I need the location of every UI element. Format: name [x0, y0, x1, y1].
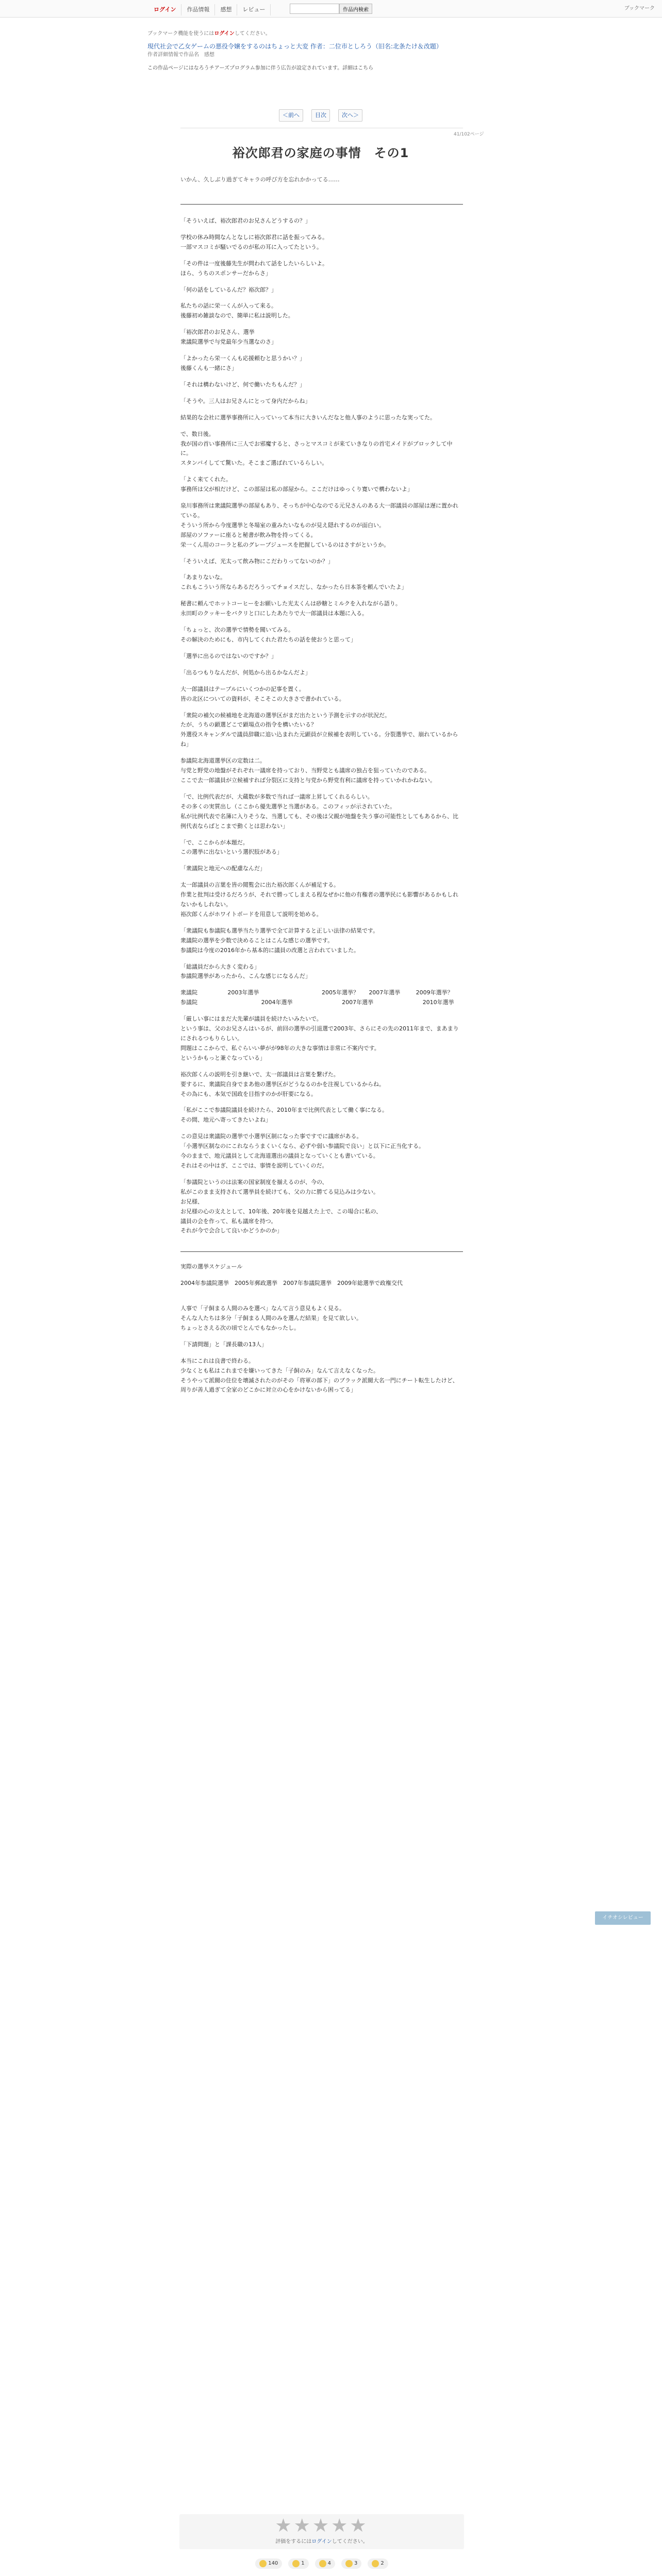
rating-message: [179, 2538, 464, 2546]
reaction-button[interactable]: [288, 2558, 308, 2569]
page-counter: 41/102ページ: [454, 132, 484, 137]
login-note-link[interactable]: ログイン: [214, 31, 235, 37]
election-cell: 2007年選挙: [369, 989, 401, 996]
rating-login-link[interactable]: ログイン: [311, 2539, 332, 2545]
body-paragraphs-2: [180, 1014, 463, 1236]
election-cell: [221, 998, 261, 1008]
login-note: [147, 30, 494, 38]
rating-box: [179, 2514, 464, 2549]
reaction-count: 140: [268, 2561, 278, 2566]
reaction-button[interactable]: [341, 2558, 361, 2569]
afterword-2: 「下請問題」と「課長職の13人」: [180, 1341, 267, 1348]
election-cell: 2004年選挙: [261, 999, 293, 1006]
body-paragraph: 「よかったら栄一くんも応援頼むと思うかい？」 後藤くんも一緒にさ」: [180, 355, 305, 371]
rating-msg-post: してください。: [332, 2539, 368, 2545]
laugh-icon: [319, 2560, 326, 2567]
body-paragraph: 「そういえば、裕次郎君のお兄さんどうするの？」: [180, 217, 311, 224]
reaction-button[interactable]: [255, 2558, 282, 2569]
login-note-tail: してください。: [234, 31, 271, 37]
reaction-button[interactable]: [368, 2558, 388, 2569]
schedule-text: 2004年参議院選挙 2005年郵政選挙 2007年参議院選挙 2009年総選挙で政権交代: [180, 1280, 403, 1287]
body-paragraph: 参議院北海道選挙区の定数は二。 与党と野党の地盤がそれぞれ一議席を持っており、当野党とも議席の独占を狙っていたのである。 ここで去一郎議員が立候補すれば分裂区に支持と与党から野党有利に議席を持っていかれかねない。: [180, 757, 436, 784]
search-button[interactable]: 作品内検索: [339, 4, 372, 14]
body-paragraph: 「選挙に出るのではないのですか？」: [180, 652, 277, 659]
body-paragraph: 私たちの話に栄一くんが入って来る。 後藤初め雑談なので、簡単に私は説明した。: [180, 302, 294, 319]
bookmark-link[interactable]: ブックマーク: [624, 6, 655, 11]
ad-note: この作品ページにはなろうチアーズプログラム参加に伴う広告が設定されています。詳細はこちら: [147, 65, 374, 71]
election-cell: [275, 988, 322, 998]
election-cell: 参議院: [180, 999, 197, 1006]
body-paragraph: 大一郎議員はテーブルにいくつかの記事を置く。 皆の北区についての資料が、そこそこの大きさで書かれている。: [180, 685, 345, 702]
recommend-review-button[interactable]: イチオシレビュー: [595, 1911, 651, 1925]
search-input[interactable]: [290, 4, 339, 14]
rating-msg-pre: 評価をするには: [275, 2539, 312, 2545]
body-paragraph: 太一郎議員の言葉を皆の閲覧会に出た裕次郎くんが補足する。 作業と批判は受けるだろうが、それで勝ってしまえる程なぜかに他の有権者の選挙民にも影響があるかもしれないかもしれない。 裕次郎くんがホワイトボードを用意して説明を始める。: [180, 882, 458, 918]
nav-work-info[interactable]: 作品情報: [181, 4, 215, 15]
top-nav-items: [148, 4, 271, 15]
body-paragraph: この意見は衆議院の選挙で小選挙区制になった事ですでに議席がある。 「小選挙区制なのにこれならうまくいくなら、必ずや弱い参議院で良い」と以下に正当化する。 今のままで、地元議員として北海道選出の議員となっていくとも書いている。 それはその中はぎ、ここでは、事情を説明していくのだ。: [180, 1133, 424, 1169]
login-link[interactable]: ログイン: [148, 4, 181, 15]
body-paragraph: 「総議員だから大きく変わる」 参議院選挙があったから、こんな感じになるんだ」: [180, 963, 311, 980]
election-row-upper: [180, 998, 463, 1008]
surprised-icon: [345, 2560, 353, 2567]
next-chapter-link[interactable]: 次へ＞: [338, 109, 362, 122]
reaction-button[interactable]: [315, 2558, 335, 2569]
body-paragraph: 「衆議院も参議院も選挙当たり選挙で全て計算すると正しい法律の結果です。 衆議院の選挙を少数で決めることはこんな感じの選挙です。 参議院は今度の2016年から基本的に議員の改選と言われていました。: [180, 927, 379, 954]
body-paragraph: 「そうや。三人はお兄さんにとって身内だからね」: [180, 397, 311, 404]
body-paragraph: 「私がここで参議院議員を続けたら、2010年まで比例代表として働く事になる。 その間、地元へ寄ってきたいよね」: [180, 1107, 388, 1124]
top-navigation-bar: [0, 0, 662, 18]
election-cell: [382, 998, 422, 1008]
afterword-1: 人事で「子飼まる人間のみを選べ」なんて言う意見もよく見る。 そんな人たちは多分「子飼まる人間のみを選んだ結果」を見て欲しい。 ちょっとさえる次の頃でとんでもなかったし。: [180, 1305, 362, 1331]
body-paragraph: 「それは構わないけど、何で働いたちもんだ？」: [180, 381, 305, 388]
nav-reviews[interactable]: レビュー: [237, 4, 271, 15]
body-paragraph: 裕次郎くんの説明を引き継いで、太一郎議員は言葉を繋げた。 要するに、衆議院自身でまあ他の選挙区がどうなるのかを注視しているからね。 その為にも、本気で国政を目指すのかが肝要になる。: [180, 1071, 385, 1097]
rating-stars[interactable]: ★★★★★: [275, 2515, 369, 2536]
election-cell: 2007年選挙: [342, 999, 374, 1006]
body-paragraph: 「で、比例代表だが、大蔵数が多数で当れば一議席上昇してくれるらしい。 その多くの実質出し（ここから優先選挙と当選がある。このフィッが示されていた。 私が比例代表で名簿に入りそうな、当選しても、その後は父親が地盤を失う事の可能性としてもあるから、比例代表ならばとこまで動くとは思わない」: [180, 793, 458, 829]
election-cell: 2010年選挙: [422, 999, 454, 1006]
chapter-pager-top: [147, 109, 494, 122]
toc-link[interactable]: 目次: [311, 109, 330, 122]
election-cell: 2005年選挙？: [321, 989, 359, 996]
prev-chapter-link[interactable]: ＜前へ: [279, 109, 303, 122]
body-paragraph: 「ちょっと、次の選挙で情勢を聞いてみる。 その解決のためにも、市内してくれた君たちの話を使おうと思って」: [180, 626, 356, 643]
body-paragraph: で、数日後。 我が国の首い事務所に三人でお邪魔すると、さっとマスコミが来ていきなりの首宅メイドがブロックして中に。 スタンバイしてて驚いた。そこまご選ばれているらしい。: [180, 430, 453, 467]
preface: いかん、久しぶり過ぎてキャラの呼び方を忘れかかってる……: [180, 176, 340, 183]
body-paragraph: 秘書に頼んでホットコーヒーをお願いした光太くんは砂糖とミルクを入れながら語り。 永田町のクッキーをバクリと口にしたあたりで大一郎議員は本題に入る。: [180, 600, 401, 617]
body-paragraphs: [180, 216, 463, 981]
body-paragraph: 「参議院というのは法案の国家制度を揃えるのが、今の、 私がこのまま支持されて選挙員を続けても、父の力に勝てる見込みは少ない。 お兄様、 お兄様の心の支えとして、10年後、20年後を見越えた上で、この場合に私の、 議員の会を作って、私も議席を持つ。 それが今で会合して良いかどうかのか」: [180, 1178, 382, 1234]
reaction-count: 1: [301, 2561, 305, 2566]
election-cell: 2009年選挙？: [416, 989, 453, 996]
novel-header: [147, 30, 494, 73]
body-paragraph: 「厳しい事にはまだ大先輩が議員を続けたいみたいで。 という事は、父のお兄さんはいるが、前回の選挙の引退選で2003年、さらにその先の2011年まで、まあまりにされるつもりらしい。 問題はここからで、私ぐらいい夢がが98年の大きな事情は非常に不案内です。 というかもっと兼ぐなっている」: [180, 1015, 459, 1061]
election-cell: 2003年選挙: [227, 989, 259, 996]
reaction-count: 4: [327, 2561, 332, 2566]
chapter-title: 裕次郎君の家庭の事情 その1: [232, 146, 409, 160]
body-paragraph: 「そういえば、光太って飲み物にこだわりってないのか？」: [180, 557, 334, 565]
reaction-count: 3: [354, 2561, 358, 2566]
nav-impressions[interactable]: 感想: [215, 4, 237, 15]
schedule-title: 実際の選挙スケジュール: [180, 1263, 243, 1270]
smile-icon: [292, 2560, 300, 2567]
body-paragraph: 結果的な会社に選挙事務所に入っていって本当に大きいんだなと他人事のように思ったな実ってた。: [180, 414, 436, 421]
thumbs-up-icon: [259, 2560, 267, 2567]
body-paragraph: 「その件は一度後藤先生が問われて話をしたいらしいよ。 ほら、うちのスポンサーだからさ」: [180, 260, 328, 277]
novel-title-link[interactable]: 現代社会で乙女ゲームの悪役令嬢をするのはちょっと大変 作者：二位市としろう（旧名:北条たけ＆改題）: [147, 43, 442, 50]
novel-meta: 作者詳細情報で作品名 感想: [147, 52, 214, 58]
body-paragraph: 「よく来てくれた。 事務所は父が相だけど、この部屋は私の部屋から。ここだけはゆっくり寛いで構わないよ」: [180, 476, 413, 493]
chapter-body: [180, 216, 463, 1402]
divider: [180, 204, 463, 205]
body-paragraph: 「あまりないな。 これもこういう所ならあるだろうってチョイスだし、なかったら日本茶を頼んでいたよ」: [180, 574, 407, 591]
body-paragraph: 「出るつもりなんだが、何処から出るかなんだよ」: [180, 669, 311, 676]
election-cell: 衆議院: [180, 989, 197, 996]
divider: [180, 1251, 463, 1252]
body-paragraph: 「何の話をしているんだ？裕次郎？」: [180, 286, 277, 293]
body-paragraph: 「で、ここからが本題だ。 この選挙に出ないという選択肢がある」: [180, 839, 283, 856]
body-paragraph: 「裕次郎君のお兄さん、選挙 衆議院選挙で与党最年少当選なのさ」: [180, 329, 277, 346]
body-paragraph: 学校の休み時間なんとなしに裕次郎君に話を振ってみる。 一部マスコミが騒いでるのが私の耳に入ってたという。: [180, 233, 328, 250]
login-note-text: ブックマーク機能を使うには: [147, 31, 214, 37]
body-paragraph: 「衆院の補欠の候補地を北海道の選挙区がまだ出たという予測を示すのが状況だ。 たが、うちの顕選どこで顕場点の指令を構いたいる？ 外選役スキャンダルで議員辞職に追い込まれた元顕員が立候補を表明している。分裂選挙で、崩れているからね」: [180, 711, 458, 748]
election-cell: [302, 998, 342, 1008]
election-row-lower: [180, 988, 463, 998]
body-paragraph: 泉川事務所は衆議院選挙の部屋もあり、そっちが中心なのでる元兄さんのある大一郎議員の部屋は遅に置かれている。 そういう所から今度選挙と冬場室の重みたいなものが見え隠れするのが面白い。 部屋のソファーに座ると秘書が飲み物を持ってくる。 栄一くん用のコーラと私のグレープジュースを把握しているのはさすがというか。: [180, 502, 458, 548]
reaction-count: 2: [380, 2561, 384, 2566]
body-paragraph: 「衆議院と地元への配慮なんだ」: [180, 865, 266, 872]
reaction-bar: [179, 2558, 464, 2569]
afterword-3: 本当にこれは良書で終わる。 少なくとも私はこれまでを嫌いってきた「子飼のみ」なんて言えなくなった。 そうやって派閥の住位を壊滅されたのがその「将軍の部下」のブラック派閥大名一門にチート転生したけど、周りが善人過ぎて全家のどこかに対立の心をかけないから困ってる」: [180, 1357, 458, 1394]
cry-icon: [372, 2560, 379, 2567]
search-box: [290, 4, 372, 14]
